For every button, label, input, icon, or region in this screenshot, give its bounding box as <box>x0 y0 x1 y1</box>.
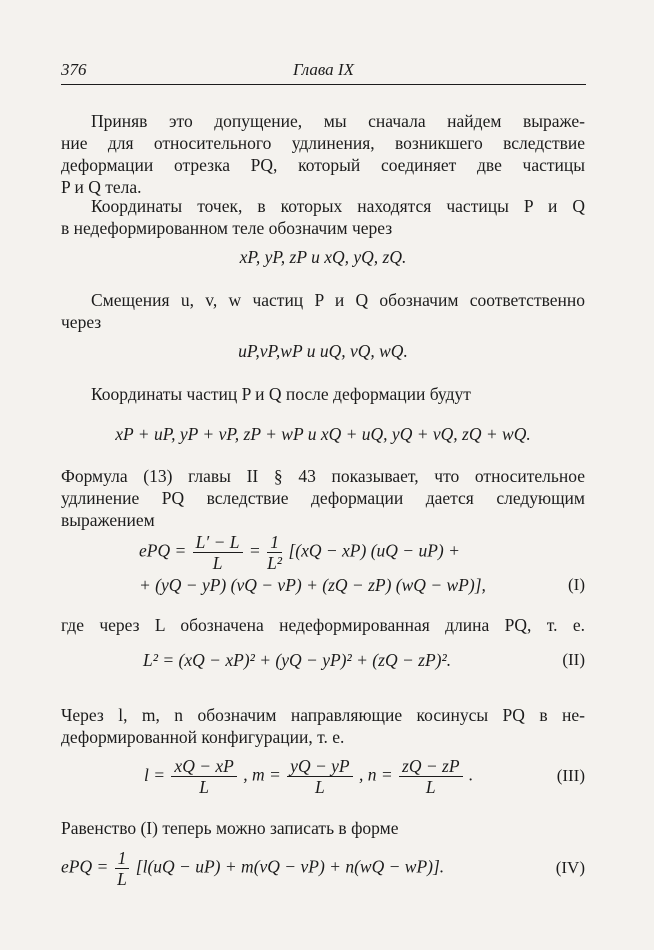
equation-rest: [l(uQ − uP) + m(vQ − vP) + n(wQ − wP)]. <box>135 856 445 877</box>
fraction-denominator: L <box>199 777 209 797</box>
paragraph-3 <box>61 289 585 333</box>
text-line: выражением <box>61 510 155 530</box>
text-line: в недеформированном теле обозначим через <box>61 218 393 238</box>
text-line: Смещения u, v, w частиц P и Q обозначим соответственно <box>91 290 585 310</box>
equation-line-2 <box>61 575 585 596</box>
running-head: Глава IX <box>293 60 354 79</box>
text-line: Приняв это допущение, мы сначала найдем выраже- <box>91 111 585 131</box>
fraction-denominator: L² <box>267 553 283 573</box>
fraction <box>171 756 236 797</box>
text-line: деформированной конфигурации, т. е. <box>61 727 345 747</box>
fraction-denominator: L <box>315 777 325 797</box>
equation-end: . <box>468 764 474 785</box>
text-line: Формула (13) главы II § 43 показывает, что относительное <box>61 466 585 486</box>
equation-IV <box>61 848 585 889</box>
text-line: Равенство (I) теперь можно записать в форме <box>61 818 399 838</box>
equation-number: (II) <box>562 650 585 669</box>
text-line: где через L обозначена недеформированная длина PQ, т. е. <box>61 615 585 635</box>
fraction-denominator: L <box>425 777 436 797</box>
fraction-numerator: 1 <box>267 532 282 553</box>
page-number: 376 <box>61 60 87 79</box>
equation-lhs: ePQ = <box>139 540 187 561</box>
equation-n-lhs: , n = <box>358 764 393 785</box>
equation-body: L² = (xQ − xP)² + (yQ − yP)² + (zQ − zP)². <box>143 650 452 670</box>
text-line: через <box>61 312 102 332</box>
equation-lhs: ePQ = <box>61 856 109 877</box>
fraction-numerator: L′ − L <box>193 532 243 553</box>
equation-line-1 <box>61 532 585 573</box>
equation-l-lhs: l = <box>144 764 166 785</box>
text-line: деформации отрезка PQ, который соединяет две частицы <box>61 155 585 175</box>
paragraph-4 <box>61 383 585 405</box>
fraction <box>267 532 282 573</box>
equation-I <box>61 532 585 596</box>
equation-number: (III) <box>556 766 585 785</box>
text-line: Координаты частиц P и Q после деформации будут <box>91 384 471 404</box>
formula-coordinates: xP, yP, zP и xQ, yQ, zQ. <box>239 247 407 267</box>
equation-number: (I) <box>568 575 585 594</box>
paragraph-1 <box>61 110 585 198</box>
equation-II <box>61 650 585 671</box>
text-line: Координаты точек, в которых находятся частицы P и Q <box>91 196 585 216</box>
equation-III <box>61 756 585 797</box>
paragraph-7 <box>61 704 585 748</box>
fraction <box>287 756 352 797</box>
fraction-denominator: L <box>212 553 223 573</box>
paragraph-5 <box>61 465 585 531</box>
equation-number: (IV) <box>555 858 585 877</box>
paragraph-6 <box>61 614 585 636</box>
text-line: ние для относительного удлинения, возникшего вследствие <box>61 133 585 153</box>
header-rule <box>61 84 586 85</box>
text-line: удлинение PQ вследствие деформации дается следующим <box>61 488 585 508</box>
text-line: P и Q тела. <box>61 177 142 197</box>
fraction <box>115 848 130 889</box>
paragraph-8 <box>61 817 585 839</box>
fraction-denominator: L <box>117 869 127 889</box>
formula-displacements: uP,vP,wP и uQ, vQ, wQ. <box>238 341 408 361</box>
equation-continuation: + (yQ − yP) (vQ − vP) + (zQ − zP) (wQ − wP)], <box>139 575 486 595</box>
fraction-numerator: yQ − yP <box>287 756 352 777</box>
equation-m-lhs: , m = <box>243 764 281 785</box>
fraction-numerator: xQ − xP <box>171 756 236 777</box>
text-line: Через l, m, n обозначим направляющие косинусы PQ в не- <box>61 705 585 725</box>
fraction-numerator: 1 <box>115 848 130 869</box>
formula-deformed-coordinates: xP + uP, yP + vP, zP + wP и xQ + uQ, yQ + vQ, zQ + wQ. <box>115 424 531 444</box>
fraction <box>399 756 463 797</box>
equals-sign: = <box>248 540 261 561</box>
fraction-numerator: zQ − zP <box>399 756 463 777</box>
page-header <box>61 60 586 84</box>
equation-rest: [(xQ − xP) (uQ − uP) + <box>288 540 460 561</box>
paragraph-2 <box>61 195 585 239</box>
fraction <box>193 532 243 573</box>
